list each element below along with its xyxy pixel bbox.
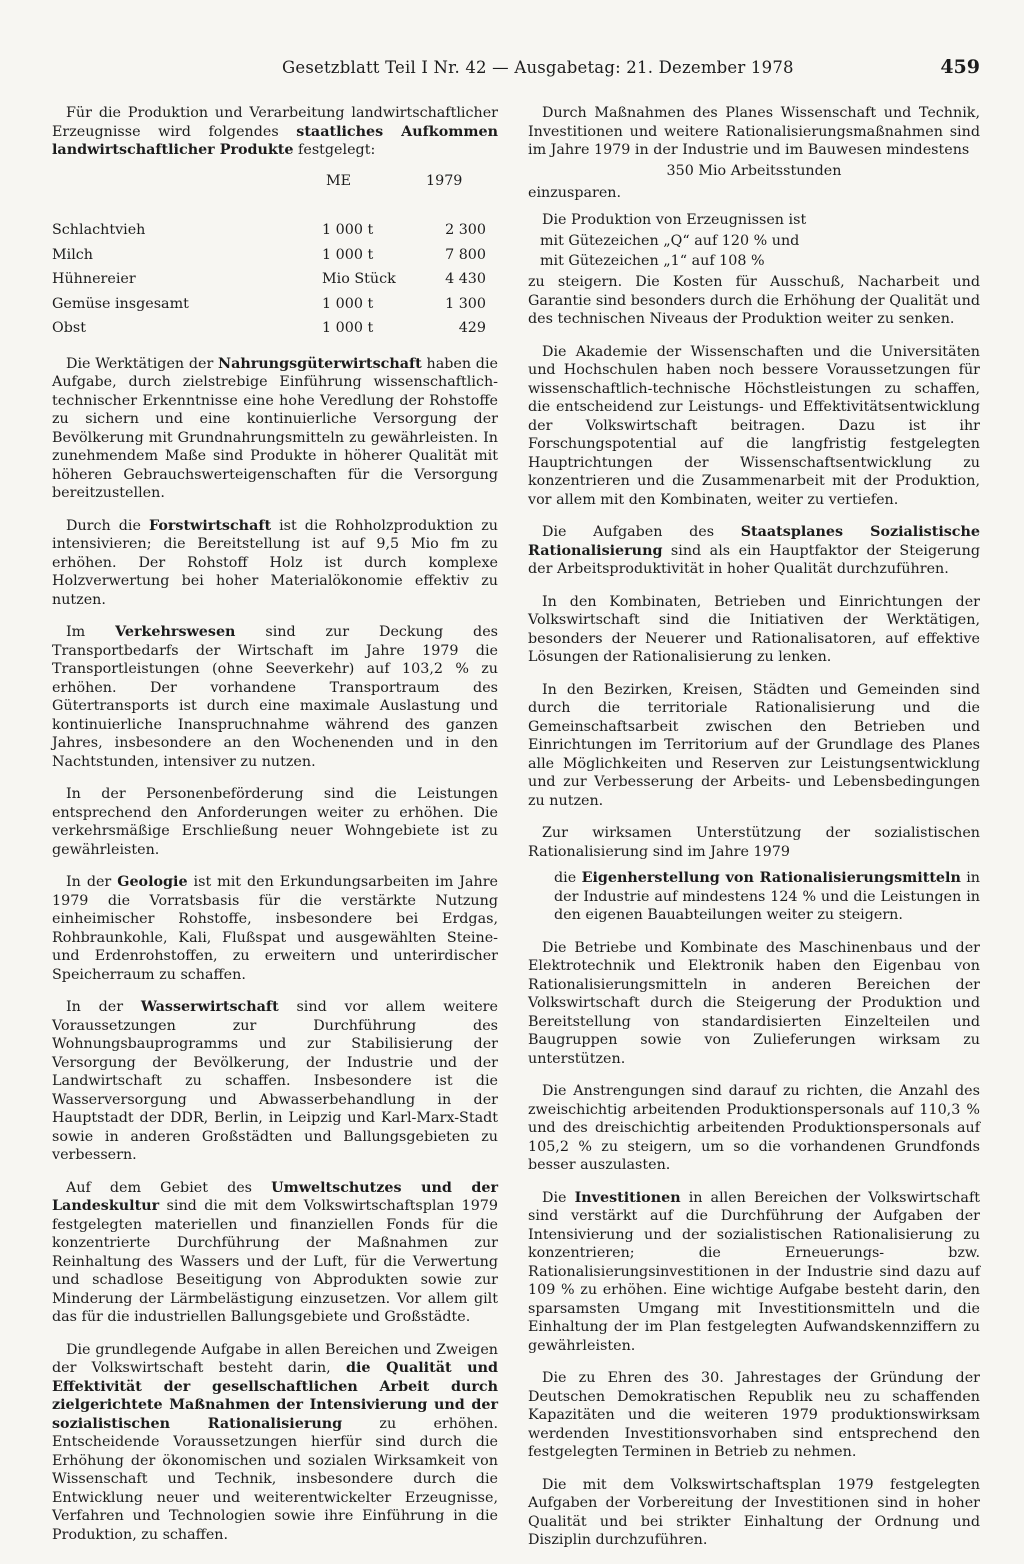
value-cell: 1 300 [445,295,486,312]
product-cell: Hühnereier [52,271,136,287]
guetezeichen-1-line: mit Gütezeichen „1“ auf 108 % [540,253,765,269]
unit-cell: 1 000 t [322,295,374,312]
paragraph-umweltschutz [52,1179,498,1327]
text: festgelegt: [293,142,376,158]
header-title: Gesetzblatt Teil I Nr. 42 — Ausgabetag: 21. Dezember 1978 [282,58,794,77]
paragraph-wasserwirtschaft [52,998,498,1165]
paragraph-forstwirtschaft [52,517,498,610]
text: Die Werktätigen der [66,355,219,372]
text: In der [66,874,118,890]
unit-cell: 1 000 t [322,222,374,238]
text: Die grundlegende Aufgabe in allen Bereichen und Zweigen der Volkswirtschaft besteht darin, [52,1341,498,1376]
paragraph-arbeitsstunden [528,104,980,160]
bold-term: Geologie [117,874,188,890]
table-row [52,243,486,268]
bold-term: Verkehrswesen [115,624,236,640]
left-column [52,104,498,1558]
product-cell: Milch [52,246,93,263]
text: Auf dem Gebiet des [66,1179,272,1196]
table-row [52,292,486,317]
text: Die Aufgaben des [542,524,741,540]
paragraph-staatsplan [528,523,980,579]
production-table [52,164,486,341]
text: Durch Maßnahmen des Planes Wissenschaft und Technik, Investitionen und weitere Rationalisierungsmaßnahmen sind im Jahre 1979 in der Industrie und im Bauwesen mindestens [528,105,980,158]
value-cell: 7 800 [445,246,486,263]
unit-cell: 1 000 t [322,246,374,263]
text: die [554,870,582,886]
bold-term: Investitionen [574,1189,681,1206]
table-row [52,316,486,341]
paragraph-end: einzusparen. [528,185,622,201]
paragraph-anstrengungen: Die Anstrengungen sind darauf zu richten, die Anzahl des zweischichtig arbeitenden Produktionspersonals auf 110,3 % und des dreischichtig arbeitenden Produktionspersonals auf 105,2 % zu steigern, um so die vorhandenen Grundfonds besser auszulasten. [528,1083,980,1173]
product-cell: Schlachtvieh [52,222,146,238]
table-header-cell: 1979 [426,172,463,189]
bold-term: Wasserwirtschaft [140,999,279,1015]
text: in der Industrie auf mindestens 124 % und die Leistungen in den eigenen Bauabteilungen weiter zu steigern. [554,870,980,923]
text: sind vor allem weitere Voraussetzungen zur Durchführung des Wohnungsbauprogramms und zur Stabilisierung der Versorgung der Bevölkerung, der Industrie und der Landwirtschaft zu schaffen. Insbesondere ist die Wasserversorgung und Abwasserbehandlung in der Hauptstadt der DDR, Berlin, in Leipzig und Karl-Marx-Stadt sowie in anderen Großstädten und Ballungsgebieten zu verbessern. [52,999,498,1163]
table-row [52,267,486,292]
table-header-cell [52,164,322,219]
value-cell: 429 [458,320,486,336]
table-header-cell: ME [326,172,352,189]
value-cell: 4 430 [445,271,486,287]
paragraph-maschinenbau: Die Betriebe und Kombinate des Maschinenbaus und der Elektrotechnik und Elektronik haben den Eigenbau von Rationalisierungsmitteln in anderen Bereichen der Volkswirtschaft durch die Steigerung der Produktion und Bereitstellung von standardisierten Einzelteilen und Baugruppen sowie von Zulieferungen wirksam zu unterstützen. [528,939,980,1067]
paragraph-geologie [52,873,498,984]
paragraph-nahrungsgueter [52,355,498,503]
page-header [282,58,980,84]
unit-cell: Mio Stück [322,271,396,287]
paragraph-guetezeichen-intro: Die Produktion von Erzeugnissen ist [542,211,807,228]
unit-cell: 1 000 t [322,320,374,336]
text: ist die Rohholzproduktion zu intensivieren; die Bereitstellung ist auf 9,5 Mio fm zu erhöhen. Der Rohstoff Holz ist durch komplexe Holzverwertung bei hoher Materialökonomie effektiv zu nutzen. [52,517,498,608]
page-number: 459 [940,56,980,78]
paragraph-verkehrswesen [52,623,498,771]
product-cell: Gemüse insgesamt [52,295,189,312]
guetezeichen-q-line: mit Gütezeichen „Q“ auf 120 % und [540,233,800,249]
paragraph-bezirke: In den Bezirken, Kreisen, Städten und Gemeinden sind durch die territoriale Rationalisierung und die Gemeinschaftsarbeit zwischen den Betrieben und Einrichtungen im Territorium auf der Grundlage des Planes alle Möglichkeiten und Reserven zur Leistungsentwicklung und zur Verbesserung der Arbeits- und Lebensbedingungen zu nutzen. [528,681,980,809]
text: haben die Aufgabe, durch zielstrebige Einführung wissenschaftlich-technischer Erkenntnisse eine hohe Veredlung der Rohstoffe zu sichern und eine kontinuierliche Versorgung der Bevölkerung mit Grundnahrungsmitteln zu gewährleisten. In zunehmendem Maße sind Produkte in höherer Qualität mit höheren Gebrauchswerteigenschaften für die Versorgung bereitzustellen. [52,355,498,501]
intro-paragraph [52,104,498,160]
paragraph-investitionen [528,1189,980,1356]
paragraph-guetezeichen-rest: zu steigern. Die Kosten für Ausschuß, Nacharbeit und Garantie sind besonders durch die Erhöhung der Qualität und des technischen Niveaus der Produktion weiter zu senken. [528,274,980,327]
text: ist mit den Erkundungsarbeiten im Jahre 1979 die Vorratsbasis für die verstärkte Nutzung einheimischer Rohstoffe, insbesondere bei Erdgas, Rohbraunkohle, Kali, Flußspat und ausgewählten Steine- und Erdenrohstoffen, zu erweitern und unterirdischer Speicherraum zu schaffen. [52,874,498,983]
bold-term: Nahrungsgüterwirtschaft [218,355,422,372]
paragraph-personenbefoerderung: In der Personenbeförderung sind die Leistungen entsprechend den Anforderungen weiter zu erhöhen. Die verkehrsmäßige Erschließung neuer Wohngebiete ist zu gewährleisten. [52,786,498,858]
product-cell: Obst [52,320,86,336]
arbeitsstunden-value: 350 Mio Arbeitsstunden [666,162,842,179]
text: Durch die [66,517,149,534]
text: sind die mit dem Volkswirtschaftsplan 1979 festgelegten materiellen und finanziellen Fonds für die konzentrierte Durchführung der Maßnahmen zur Reinhaltung des Wassers und der Luft, für die Verwertung und schadlose Beseitigung von Abprodukten sowie zur Minderung der Lärmbelästigung einzusetzen. Vor allem gilt das für die industriellen Ballungsgebiete und Großstädte. [52,1198,498,1325]
value-cell: 2 300 [445,222,486,238]
bold-term: die Qualität und Effektivität der gesellschaftlichen Arbeit durch zielgerichtete Maßnahmen der Intensivierung und der sozialistischen Rationalisierung [52,1360,499,1432]
guetezeichen-lines [540,231,980,271]
bold-term: Eigenherstellung von Rationalisierungsmitteln [581,870,961,886]
paragraph-unterstuetzung: Zur wirksamen Unterstützung der sozialistischen Rationalisierung sind im Jahre 1979 [528,825,980,860]
table-header-row [52,164,486,219]
paragraph-grundlegende-aufgabe [52,1341,498,1545]
text: sind als ein Hauptfaktor der Steigerung der Arbeitsproduktivität in hoher Qualität durchzuführen. [528,542,980,577]
paragraph-jahrestag: Die zu Ehren des 30. Jahrestages der Gründung der Deutschen Demokratischen Republik neu zu schaffenden Kapazitäten und die weiteren 1979 produktionswirksam werdenden Investitionsvorhaben sind entsprechend den festgelegten Terminen in Betrieb zu nehmen. [528,1370,980,1460]
text: Im [66,624,116,640]
bold-term: Umweltschutzes und der Landeskultur [52,1179,499,1214]
text: In der [66,999,141,1015]
text: in allen Bereichen der Volkswirtschaft sind verstärkt auf die Durchführung der Aufgaben der Intensivierung und der sozialistischen Rationalisierung zu konzentrieren; die Erneuerungs- bzw. Rationalisierungsinvestitionen in der Industrie sind dazu auf 109 % zu erhöhen. Eine wichtige Aufgabe besteht darin, den sparsamsten Umgang mit Investitionsmitteln und die Einhaltung der im Plan festgelegten Aufwandskennziffern zu gewährleisten. [528,1189,980,1354]
paragraph-vorbereitung: Die mit dem Volkswirtschaftsplan 1979 festgelegten Aufgaben der Vorbereitung der Investitionen sind in hoher Qualität und bei strikter Einhaltung der Ordnung und Disziplin durchzuführen. [528,1476,980,1548]
paragraph-akademie: Die Akademie der Wissenschaften und die Universitäten und Hochschulen haben noch bessere Voraussetzungen für wissenschaftlich-technische Höchstleistungen zu schaffen, die entscheidend zur Leistungs- und Effektivitätsentwicklung der Volkswirtschaft beitragen. Dazu ist ihr Forschungspotential auf die langfristig festgelegten Hauptrichtungen der Wissenschaftsentwicklung zu konzentrieren und die Zusammenarbeit mit der Produktion, vor allem mit den Kombinaten, weiter zu vertiefen. [528,343,980,508]
text: Die [542,1189,575,1206]
bold-term: Staatsplanes Sozialistische Rationalisierung [528,524,981,559]
text: zu erhöhen. Entscheidende Voraussetzungen hierfür sind durch die Erhöhung der ökonomischen und sozialen Wirksamkeit von Wissenschaft und Technik, insbesondere durch die Entwicklung neuer und weiterentwickelter Erzeugnisse, Verfahren und Technologien sowie ihre Einführung in die Produktion, zu schaffen. [52,1415,498,1543]
bold-term: Forstwirtschaft [148,517,272,534]
right-column [528,104,980,1564]
table-row [52,218,486,243]
text: Für die Produktion und Verarbeitung landwirtschaftlicher Erzeugnisse wird folgendes [52,105,498,140]
paragraph-eigenherstellung [554,869,980,925]
text: sind zur Deckung des Transportbedarfs der Wirtschaft im Jahre 1979 die Transportleistungen (ohne Seeverkehr) auf 103,2 % zu erhöhen. Der vorhandene Transportraum des Gütertransports ist durch eine maximale Auslastung und kontinuierliche Inanspruchnahme während des ganzen Jahres, insbesondere an den Wochenenden und in den Nachtstunden, intensiver zu nutzen. [52,624,498,770]
paragraph-kombinate: In den Kombinaten, Betrieben und Einrichtungen der Volkswirtschaft sind die Initiativen der Werktätigen, besonders der Neuerer und Rationalisatoren, auf effektive Lösungen der Rationalisierung zu lenken. [528,593,980,665]
bold-term: staatliches Aufkommen landwirtschaftlicher Produkte [52,123,498,158]
